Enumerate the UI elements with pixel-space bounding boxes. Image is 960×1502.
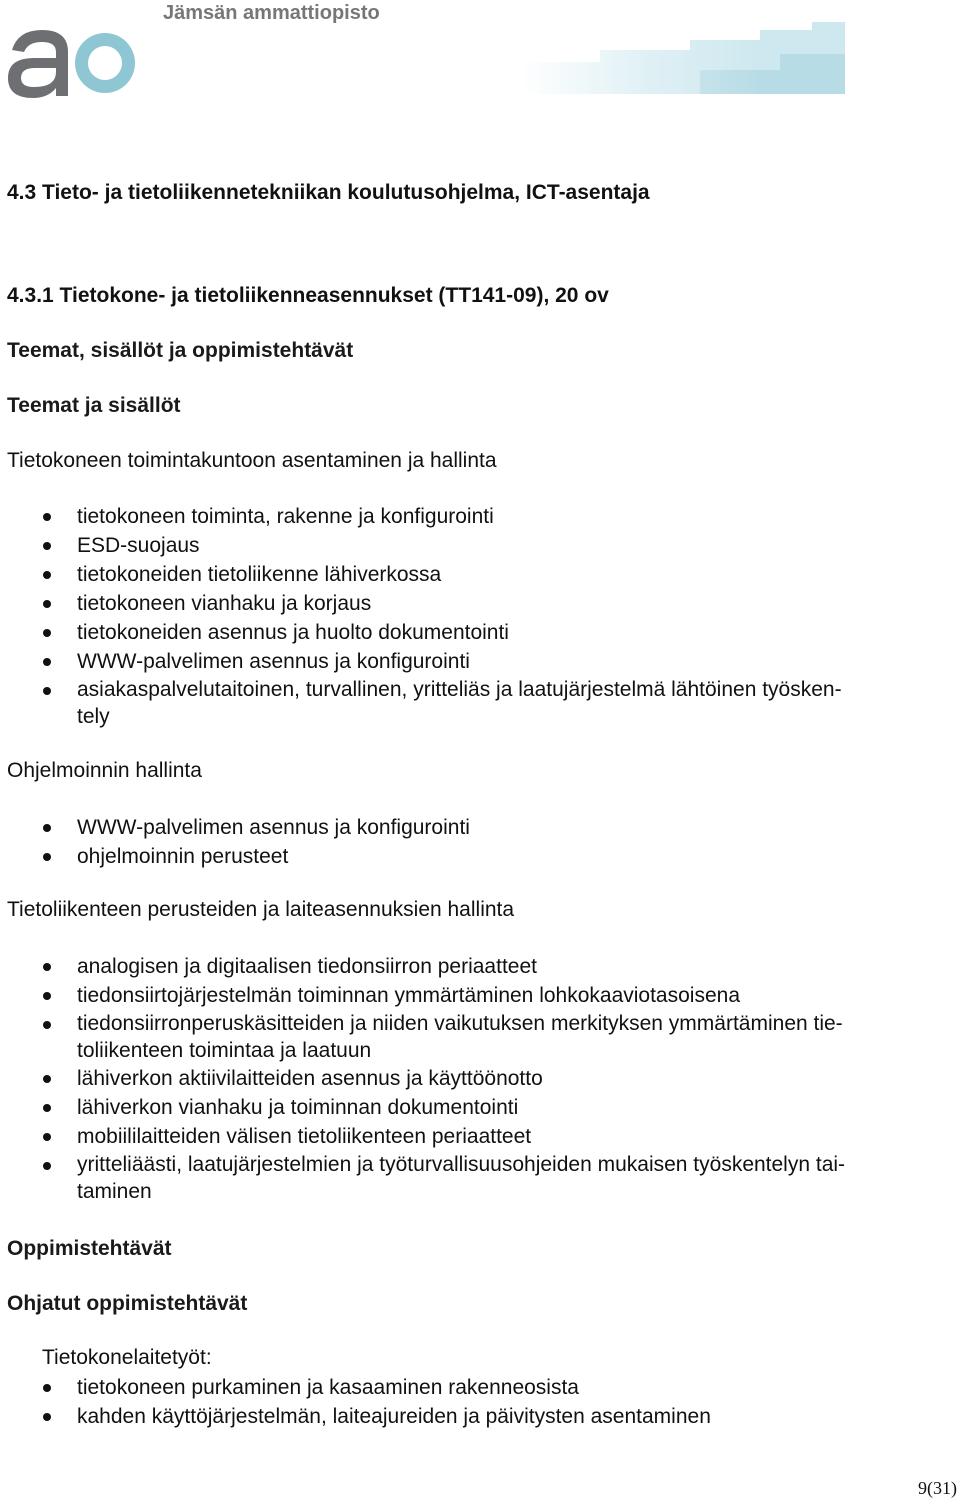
list-item: tiedonsiirtojärjestelmän toiminnan ymmärtäminen lohkokaaviotasoisena — [0, 981, 952, 1010]
group-title-programming: Ohjelmoinnin hallinta — [7, 759, 202, 782]
list-item: tietokoneen purkaminen ja kasaaminen rakenneosista — [0, 1373, 952, 1402]
logo-letter-o — [75, 33, 135, 93]
bullet-list-computer — [0, 502, 952, 730]
group-title-telecom: Tietoliikenteen perusteiden ja laiteasennuksien hallinta — [7, 898, 515, 921]
list-item-line: tiedonsiirronperuskäsitteiden ja niiden vaikutuksen merkityksen ymmärtäminen tie- — [77, 1012, 843, 1035]
list-item — [0, 676, 952, 730]
list-item: analogisen ja digitaalisen tiedonsiirron periaatteet — [0, 952, 952, 981]
list-item: lähiverkon aktiivilaitteiden asennus ja käyttöönotto — [0, 1064, 952, 1093]
list-item — [0, 1010, 952, 1064]
section-heading-4-3: 4.3 Tieto- ja tietoliikennetekniikan koulutusohjelma, ICT-asentaja — [7, 181, 650, 204]
section-heading-4-3-1: 4.3.1 Tietokone- ja tietoliikenneasennukset (TT141-09), 20 ov — [7, 284, 609, 307]
bullet-list-telecom — [0, 952, 952, 1205]
subheading-guided-tasks: Ohjatut oppimistehtävät — [7, 1292, 248, 1315]
tasks-intro: Tietokonelaitetyöt: — [42, 1346, 212, 1369]
list-item: WWW-palvelimen asennus ja konfigurointi — [0, 813, 952, 842]
list-item-line: asiakaspalvelutaitoinen, turvallinen, yritteliäs ja laatujärjestelmä lähtöinen työsken- — [77, 678, 842, 701]
list-item: mobiililaitteiden välisen tietoliikenteen periaatteet — [0, 1122, 952, 1151]
list-item: ohjelmoinnin perusteet — [0, 842, 952, 871]
list-item: lähiverkon vianhaku ja toiminnan dokumentointi — [0, 1093, 952, 1122]
list-item: kahden käyttöjärjestelmän, laiteajureiden ja päivitysten asentaminen — [0, 1402, 952, 1431]
list-item-line: yritteliäästi, laatujärjestelmien ja työturvallisuusohjeiden mukaisen työskentelyn tai- — [77, 1153, 846, 1176]
school-name: Jämsän ammattiopisto — [163, 2, 380, 24]
list-item: tietokoneen toiminta, rakenne ja konfigurointi — [0, 502, 952, 531]
list-item: tietokoneiden asennus ja huolto dokumentointi — [0, 618, 952, 647]
list-item-line: toliikenteen toimintaa ja laatuun — [77, 1039, 372, 1062]
subheading-learning-tasks: Oppimistehtävät — [7, 1237, 172, 1260]
page-number: 9(31) — [918, 1478, 957, 1498]
logo-letter-a — [8, 30, 68, 98]
list-item: tietokoneiden tietoliikenne lähiverkossa — [0, 560, 952, 589]
list-item: WWW-palvelimen asennus ja konfigurointi — [0, 647, 952, 676]
list-item — [0, 1151, 952, 1205]
list-item: ESD-suojaus — [0, 531, 952, 560]
list-item-line: tely — [77, 705, 110, 728]
bullet-list-tasks — [0, 1373, 952, 1431]
subheading-themes-contents: Teemat ja sisällöt — [7, 394, 181, 417]
subheading-themes-contents-tasks: Teemat, sisällöt ja oppimistehtävät — [7, 339, 354, 362]
school-logo — [0, 0, 860, 110]
bullet-list-programming — [0, 813, 952, 871]
list-item: tietokoneen vianhaku ja korjaus — [0, 589, 952, 618]
group-title-computer: Tietokoneen toimintakuntoon asentaminen ja hallinta — [7, 449, 497, 472]
list-item-line: taminen — [77, 1180, 152, 1203]
